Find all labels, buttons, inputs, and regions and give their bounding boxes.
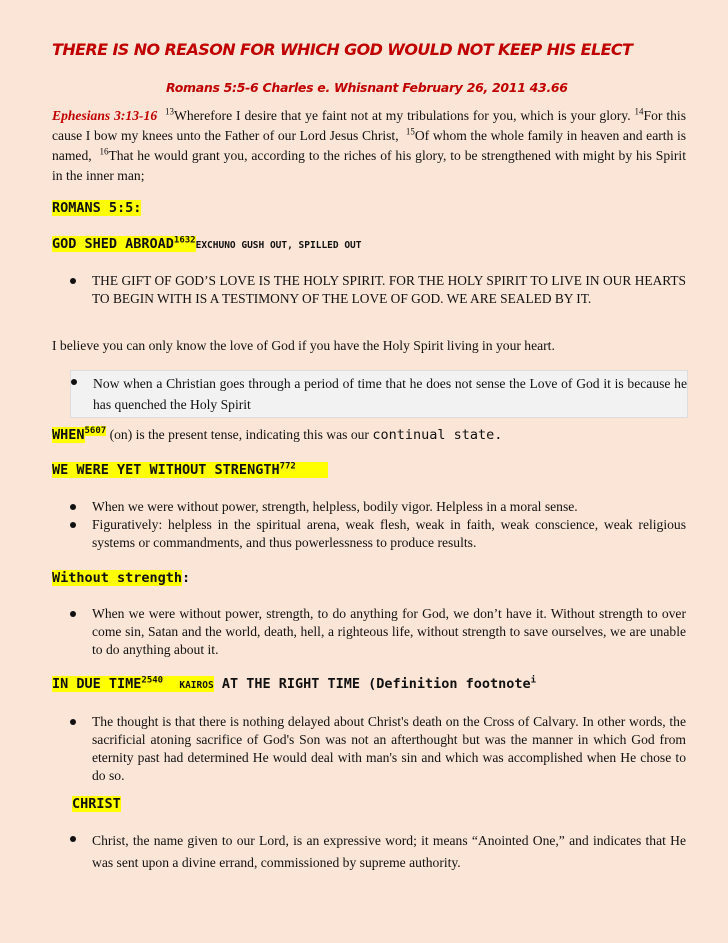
list-item: Now when a Christian goes through a period of time that he does not sense the Love of God it is because he has quenched the Holy Spirit [71, 373, 687, 415]
bullet-list [70, 830, 686, 874]
christ-heading: CHRIST [72, 796, 121, 812]
verse-number: 15 [405, 126, 415, 137]
verse-text: Of whom the whole family in heaven and earth is named, [52, 128, 687, 163]
ephesians-passage [52, 106, 686, 186]
without-strength-heading: WE WERE YET WITHOUT STRENGTH$^{772}$ [52, 462, 328, 478]
romans-heading: ROMANS 5:5: [52, 200, 142, 216]
heading-note: EXCHUNO GUSH OUT, SPILLED OUT [195, 240, 362, 251]
list-item: Christ, the name given to our Lord, is an expressive word; it means “Anointed One,” and indicates that He was sent upon a divine errand, commissioned by supreme authority. [70, 830, 686, 874]
ephesians-reference: Ephesians 3:13-16 [52, 108, 158, 123]
page-subtitle: Romans 5:5-6 Charles e. Whisnant February 26, 2011 43.66 [166, 80, 568, 95]
list-item: Figuratively: helpless in the spiritual arena, weak flesh, weak in faith, weak conscience, weak religious systems or commandments, and thus powerlessness to produce results. [70, 516, 686, 552]
verse-number: 14 [634, 106, 644, 117]
page-title: THERE IS NO REASON FOR WHICH GOD WOULD NOT KEEP HIS ELECT [52, 40, 633, 59]
verse-number: 13 [165, 106, 174, 117]
list-item: THE GIFT OF GOD’S LOVE IS THE HOLY SPIRIT. FOR THE HOLY SPIRIT TO LIVE IN OUR HEARTS TO BEGIN WITH IS A TESTIMONY OF THE LOVE OF GOD. WE ARE SEALED BY IT. [70, 272, 686, 308]
list-item: The thought is that there is nothing delayed about Christ's death on the Cross of Calvary. In other words, the sacrificial atoning sacrifice of God's Son was not an afterthought but was the manner in which God from eternity past had determined He would deal with man's sin and which was accomplished when He chose to do so. [70, 713, 686, 785]
list-item: When we were without power, strength, to do anything for God, we don’t have it. Without strength to over come sin, Satan and the world, death, hell, a righteous life, without strength to save ourselves, we are unable to do anything about it. [70, 605, 686, 659]
bullet-list [70, 713, 686, 785]
verse-text: For this cause I bow my knees unto the Father of our Lord Jesus Christ, [52, 108, 686, 143]
bullet-list [70, 272, 686, 308]
paragraph: I believe you can only know the love of God if you have the Holy Spirit living in your heart. [52, 338, 555, 353]
god-shed-heading: GOD SHED $ABROAD^{1632}EXCHUNO$ GUSH OUT, SPILLED OUT [52, 235, 362, 252]
bullet-list [70, 605, 686, 659]
bullet-list-boxed [70, 370, 688, 418]
due-time-heading: IN DUE $TIME^{2540}$ KAIROS AT THE RIGHT TIME (Definition footnote$^i$ [52, 675, 537, 692]
when-line: $WHEN^{5607}$ (on) is the present tense, indicating this was our continual state. [52, 426, 503, 443]
list-item: When we were without power, strength, helpless, bodily vigor. Helpless in a moral sense. [70, 498, 686, 516]
without-strength-label: Without strength: [52, 570, 191, 586]
verse-number: 16 [99, 146, 109, 157]
bullet-list [70, 498, 686, 552]
footnote-marker[interactable]: i [530, 675, 537, 686]
verse-text: Wherefore I desire that ye faint not at my tribulations for you, which is your glory. [174, 108, 631, 123]
verse-text: That he would grant you, according to the riches of his glory, to be strengthened with might by his Spirit in the inner man; [52, 148, 686, 183]
